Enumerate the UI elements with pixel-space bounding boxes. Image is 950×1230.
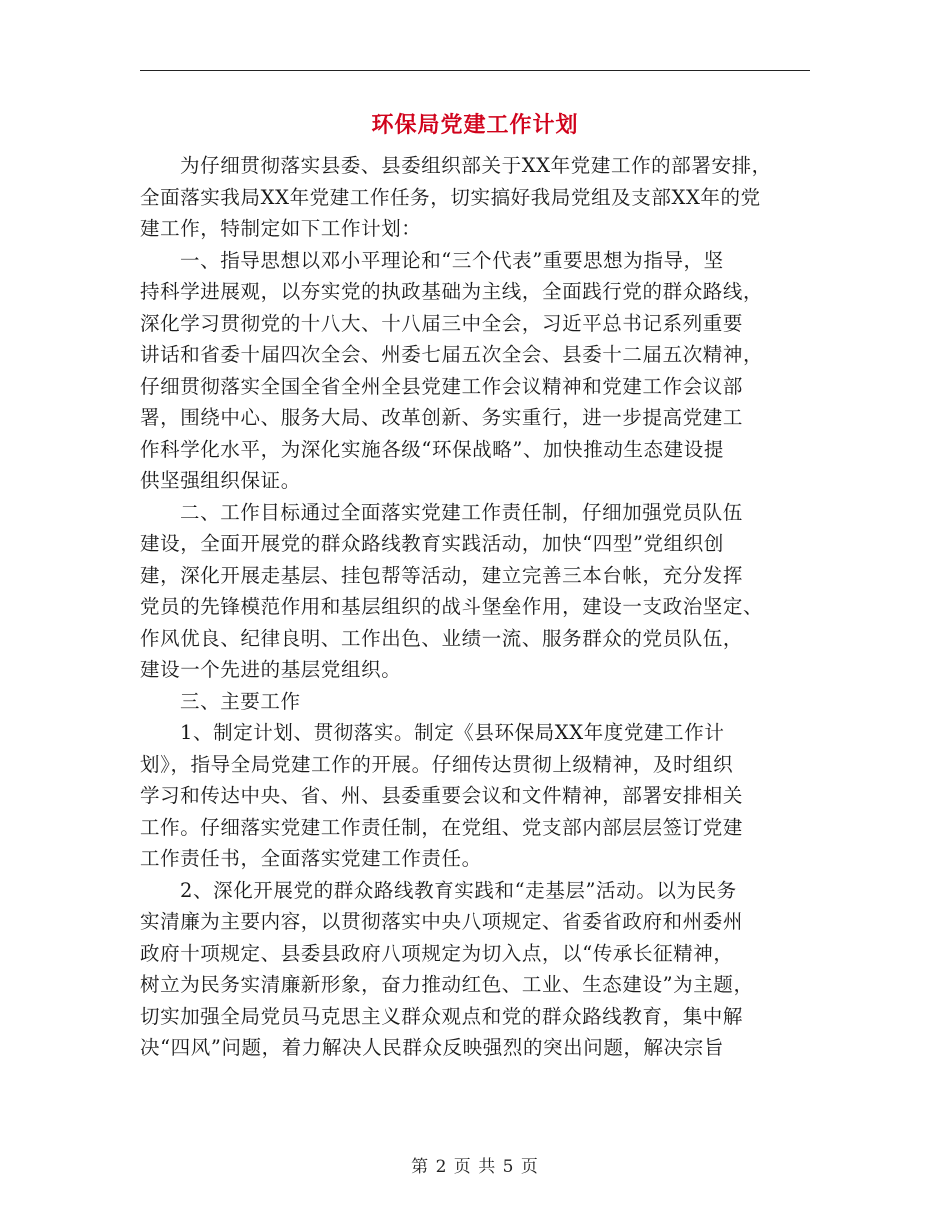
text-line: 划》，指导全局党建工作的开展。仔细传达贯彻上级精神，及时组织: [140, 752, 734, 776]
text-line: 1、制定计划、贯彻落实。制定《县环保局XX年度党建工作计: [180, 721, 725, 744]
text-line: 建工作，特制定如下工作计划：: [140, 217, 422, 240]
text-line: 作风优良、纪律良明、工作出色、业绩一流、服务群众的党员队伍，: [140, 626, 744, 650]
header-rule: [140, 70, 810, 71]
text-line: 工作责任书，全面落实党建工作责任。: [140, 847, 482, 870]
text-line: 供坚强组织保证。: [140, 469, 301, 492]
text-line: 二、工作目标通过全面落实党建工作责任制，仔细加强党员队伍: [180, 500, 743, 524]
text-line: 作科学化水平，为深化实施各级“环保战略”、加快推动生态建设提: [140, 437, 724, 461]
text-line: 政府十项规定、县委县政府八项规定为切入点，以“传承长征精神，: [140, 941, 734, 965]
text-line: 切实加强全局党员马克思主义群众观点和党的群众路线教育，集中解: [140, 1004, 744, 1028]
text-line: 为仔细贯彻落实县委、县委组织部关于XX年党建工作的部署安排，: [180, 154, 772, 177]
document-title: 环保局党建工作计划: [371, 112, 579, 138]
text-line: 党员的先锋模范作用和基层组织的战斗堡垒作用，建设一支政治坚定、: [140, 595, 764, 618]
document-body: [140, 150, 812, 1064]
text-line: 决“四风”问题，着力解决人民群众反映强烈的突出问题，解决宗旨: [140, 1036, 724, 1059]
text-line: 学习和传达中央、省、州、县委重要会议和文件精神，部署安排相关: [140, 784, 744, 807]
text-line: 仔细贯彻落实全国全省全州全县党建工作会议精神和党建工作会议部: [140, 374, 744, 398]
text-line: 实清廉为主要内容，以贯彻落实中央八项规定、省委省政府和州委州: [140, 910, 744, 933]
text-line: 建，深化开展走基层、挂包帮等活动，建立完善三本台帐，充分发挥: [140, 563, 744, 587]
text-line: 持科学进展观，以夯实党的执政基础为主线，全面践行党的群众路线，: [140, 280, 764, 303]
text-line: 工作。仔细落实党建工作责任制，在党组、党支部内部层层签订党建: [140, 815, 744, 839]
text-line: 一、指导思想以邓小平理论和“三个代表”重要思想为指导，坚: [180, 248, 724, 272]
text-line: 建设一个先进的基层党组织。: [140, 658, 402, 681]
section-heading: 三、主要工作: [180, 689, 301, 713]
text-line: 讲话和省委十届四次全会、州委七届五次全会、县委十二届五次精神，: [140, 343, 764, 366]
text-line: 建设，全面开展党的群众路线教育实践活动，加快“四型”党组织创: [140, 532, 724, 555]
text-line: 树立为民务实清廉新形象，奋力推动红色、工业、生态建设”为主题，: [140, 973, 754, 996]
text-line: 署，围绕中心、服务大局、改革创新、务实重行，进一步提高党建工: [140, 406, 744, 429]
text-line: 深化学习贯彻党的十八大、十八届三中全会，习近平总书记系列重要: [140, 311, 744, 335]
text-line: 全面落实我局XX年党建工作任务，切实搞好我局党组及支部XX年的党: [140, 185, 761, 209]
text-line: 2、深化开展党的群众路线教育实践和“走基层”活动。以为民务: [180, 878, 737, 902]
page-number: 第 2 页 共 5 页: [411, 1157, 539, 1177]
